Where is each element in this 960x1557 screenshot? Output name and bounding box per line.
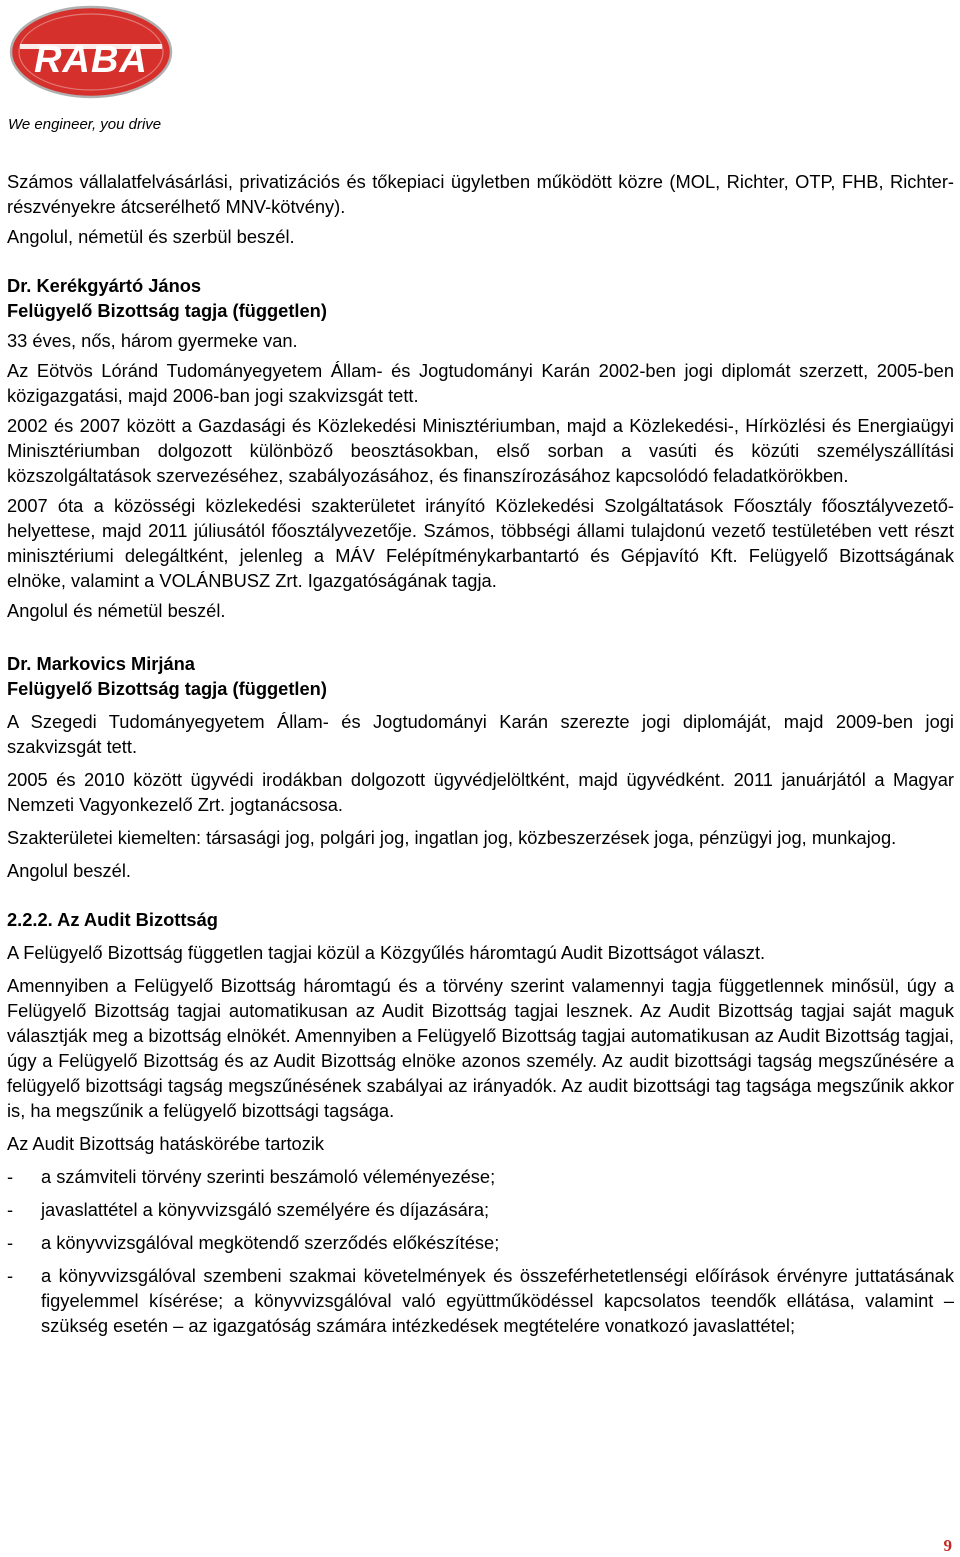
responsibility-list (7, 1164, 954, 1338)
list-marker: - (7, 1199, 14, 1220)
paragraph: 33 éves, nős, három gyermeke van. (7, 330, 298, 351)
member-title: Felügyelő Bizottság tagja (független) (7, 678, 327, 699)
paragraph: 2005 és 2010 között ügyvédi irodákban dolgozott ügyvédjelöltként, majd ügyvédként. 2011 januárjától a Magyar Nemzeti Vagyonkezelő Zrt. jogtanácsosa. (7, 769, 954, 815)
document-body (7, 169, 954, 1338)
list-item-text: a könyvvizsgálóval szembeni szakmai követelmények és összeférhetetlenségi előírások érvényre juttatásának figyelemmel kísérése; a könyvvizsgálóval való együttműködéssel kapcsolatos teendők ellátása, valamint – szükség esetén – az igazgatóság számára intézkedések megtételére vonatkozó javaslattétel; (41, 1265, 954, 1336)
paragraph: 2007 óta a közösségi közlekedési szakterületet irányító Közlekedési Szolgáltatások Főosztály főosztályvezető-helyettese, majd 2011 júliusától főosztályvezetője. Számos, többségi állami tulajdonú vezető testületében vett részt minisztériumi delegáltként, jelenleg a MÁV Felépítménykarbantartó és Gépjavító Kft. Felügyelő Bizottságának elnöke, valamint a VOLÁNBUSZ Zrt. Igazgatóságának tagja. (7, 495, 954, 591)
list-item-text: javaslattétel a könyvvizsgáló személyére és díjazására; (41, 1199, 490, 1220)
list-marker: - (7, 1232, 14, 1253)
paragraph: Angolul, németül és szerbül beszél. (7, 226, 295, 247)
list-item (7, 1197, 954, 1222)
paragraph: Amennyiben a Felügyelő Bizottság háromtagú és a törvény szerint valamennyi tagja függetlennek minősül, úgy a Felügyelő Bizottság tagjai automatikusan az Audit Bizottság tagjai lesznek. Az Audit Bizottság tagjai saját maguk választják meg a bizottság elnökét. Amennyiben a Felügyelő Bizottság tagjai automatikusan az Audit Bizottság tagjai, úgy a Felügyelő Bizottság és az Audit Bizottság elnöke azonos személy. Az audit bizottsági tagság megszűnésére a felügyelő bizottsági tagság megszűnésének szabályai az irányadók. Az audit bizottsági tag tagsága megszűnik akkor is, ha megszűnik a felügyelő bizottsági tagsága. (7, 975, 954, 1121)
tagline: We engineer, you drive (8, 116, 162, 133)
list-item-text: a könyvvizsgálóval megkötendő szerződés előkészítése; (41, 1232, 500, 1253)
paragraph: 2002 és 2007 között a Gazdasági és Közlekedési Minisztériumban, majd a Közlekedési-, Hírközlési és Energiaügyi Minisztériumban dolgozott különböző beosztásokban, első sorban a vasúti és közúti személyszállítási közszolgáltatások szervezéséhez, szabályozásához, és finanszírozásához kapcsolódó feladatkörökben. (7, 415, 954, 486)
paragraph: Számos vállalatfelvásárlási, privatizációs és tőkepiaci ügyletben működött közre (MOL, Richter, OTP, FHB, Richter-részvényekre átcserélhető MNV-kötvény). (7, 171, 954, 217)
paragraph: Az Eötvös Lóránd Tudományegyetem Állam- és Jogtudományi Karán 2002-ben jogi diplomát szerzett, 2005-ben közigazgatási, majd 2006-ban jogi szakvizsgát tett. (7, 360, 954, 406)
paragraph: Angolul és németül beszél. (7, 600, 226, 621)
paragraph: A Felügyelő Bizottság független tagjai közül a Közgyűlés háromtagú Audit Bizottságot választ. (7, 942, 766, 963)
member-name: Dr. Kerékgyártó János (7, 275, 202, 296)
logo-wordmark: RABA (34, 39, 148, 81)
list-item (7, 1164, 954, 1189)
paragraph: Szakterületei kiemelten: társasági jog, polgári jog, ingatlan jog, közbeszerzések joga, pénzügyi jog, munkajog. (7, 827, 897, 848)
list-item-text: a számviteli törvény szerinti beszámoló véleményezése; (41, 1166, 496, 1187)
member-title: Felügyelő Bizottság tagja (független) (7, 300, 327, 321)
member-name: Dr. Markovics Mirjána (7, 653, 195, 674)
paragraph: Az Audit Bizottság hatáskörébe tartozik (7, 1133, 325, 1154)
paragraph: A Szegedi Tudományegyetem Állam- és Jogtudományi Karán szerezte jogi diplomáját, majd 2009-ben jogi szakvizsgát tett. (7, 711, 954, 757)
raba-logo (8, 4, 174, 100)
page-number: 9 (943, 1536, 952, 1555)
section-heading: 2.2.2. Az Audit Bizottság (7, 909, 218, 930)
list-item (7, 1263, 954, 1338)
list-marker: - (7, 1265, 14, 1286)
list-marker: - (7, 1166, 14, 1187)
paragraph: Angolul beszél. (7, 860, 131, 881)
list-item (7, 1230, 954, 1255)
